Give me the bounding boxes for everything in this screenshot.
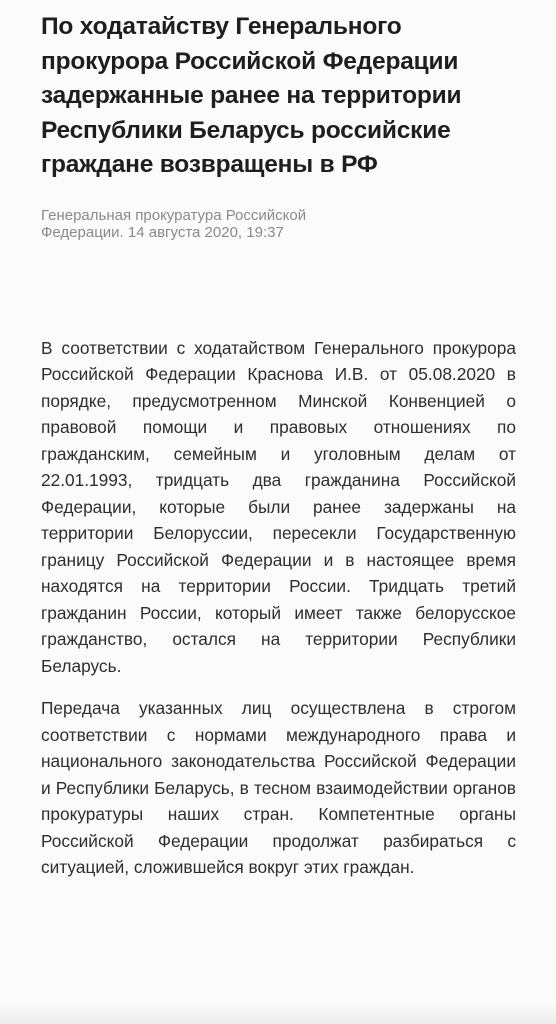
- bottom-fade: [0, 1002, 556, 1024]
- article-paragraph: В соответствии с ходатайством Генерального прокурора Российской Федерации Краснова И.В. от 05.08.2020 в порядке, предусмотренном Минской Конвенцией о правовой помощи и правовых отношениях по гражданским, семейным и уголовным делам от 22.01.1993, тридцать два гражданина Российской Федерации, которые были ранее задержаны на территории Белоруссии, пересекли Государственную границу Российской Федерации и в настоящее время находятся на территории России. Тридцать третий гражданин России, который имеет также белорусское гражданство, остался на территории Республики Беларусь.: [41, 337, 516, 676]
- article-title: По ходатайству Генерального прокурора Российской Федерации задержанные ранее на территории Республики Беларусь российские граждане возвращены в РФ: [41, 13, 462, 178]
- article-paragraph: Передача указанных лиц осуществлена в строгом соответствии с нормами международного права и национального законодательства Российской Федерации и Республики Беларусь, в тесном взаимодействии органов прокуратуры наших стран. Компетентные органы Российской Федерации продолжат разбираться с ситуацией, сложившейся вокруг этих граждан.: [41, 698, 516, 877]
- article-source-date: Генеральная прокуратура Российской Федерации. 14 августа 2020, 19:37: [41, 206, 307, 241]
- article-body: [41, 335, 516, 881]
